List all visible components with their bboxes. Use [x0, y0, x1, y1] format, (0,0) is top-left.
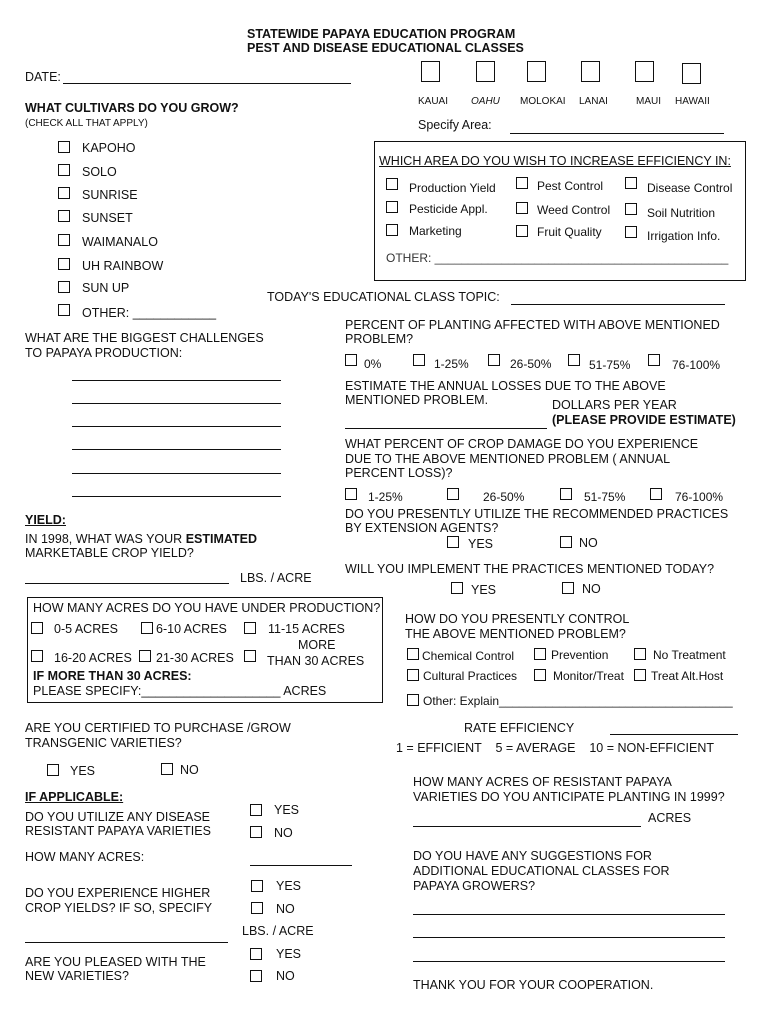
efficiency-checkbox-soil-nutrition[interactable]	[625, 203, 637, 215]
cultivar-checkbox-kapoho[interactable]	[58, 141, 70, 153]
how-many-acres-label: HOW MANY ACRES:	[25, 850, 145, 864]
percent-planting-question: PERCENT OF PLANTING AFFECTED WITH ABOVE MENTIONED	[345, 318, 720, 332]
dollars-per-year-label: DOLLARS PER YEAR	[552, 398, 677, 412]
control-checkbox-monitor[interactable]	[534, 669, 546, 681]
acres-question: HOW MANY ACRES DO YOU HAVE UNDER PRODUCTION?	[33, 601, 381, 615]
suggestions-field-3[interactable]	[413, 961, 725, 962]
damage-option: 26-50%	[483, 490, 525, 504]
specify-area-label: Specify Area:	[418, 118, 492, 132]
acres-option: 11-15 ACRES	[268, 622, 345, 636]
island-label-maui: MAUI	[636, 96, 661, 107]
efficiency-option: Disease Control	[647, 181, 733, 195]
cultivar-checkbox-other[interactable]	[58, 304, 70, 316]
resistant-use-no-checkbox[interactable]	[250, 826, 262, 838]
form-subtitle: PEST AND DISEASE EDUCATIONAL CLASSES	[247, 41, 524, 55]
efficiency-option: Pest Control	[537, 179, 604, 193]
cultivar-label: SUNSET	[82, 211, 133, 225]
date-label: DATE:	[25, 70, 61, 84]
efficiency-checkbox-disease-control[interactable]	[625, 177, 637, 189]
challenge-field-4[interactable]	[72, 449, 281, 450]
cultivar-label: OTHER: ____________	[82, 306, 217, 320]
resistant-acres-field[interactable]	[413, 826, 641, 827]
control-other-field[interactable]: Other: Explain___________________________________	[423, 694, 733, 708]
losses-field[interactable]	[345, 428, 547, 429]
resistant-acres-question: HOW MANY ACRES OF RESISTANT PAPAYA	[413, 775, 672, 789]
island-label-molokai: MOLOKAI	[520, 96, 566, 107]
island-checkbox-lanai[interactable]	[581, 61, 600, 82]
cultivar-checkbox-solo[interactable]	[58, 164, 70, 176]
control-option: Chemical Control	[422, 649, 515, 663]
higher-yields-unit: LBS. / ACRE	[242, 924, 314, 938]
island-checkbox-hawaii[interactable]	[682, 63, 701, 84]
planting-checkbox-26-50[interactable]	[488, 354, 500, 366]
challenge-field-1[interactable]	[72, 380, 281, 381]
practices-question: BY EXTENSION AGENTS?	[345, 521, 499, 535]
control-option: No Treatment	[653, 648, 726, 662]
resistant-use-question: RESISTANT PAPAYA VARIETIES	[25, 824, 211, 838]
planting-checkbox-0[interactable]	[345, 354, 357, 366]
pleased-yes-checkbox[interactable]	[250, 948, 262, 960]
acres-option: 21-30 ACRES	[156, 651, 234, 665]
practices-no-label: NO	[579, 536, 598, 550]
control-question: THE ABOVE MENTIONED PROBLEM?	[405, 627, 626, 641]
damage-option: 1-25%	[368, 490, 403, 504]
implement-yes-label: YES	[471, 583, 497, 597]
resistant-acres-unit: ACRES	[648, 811, 692, 825]
efficiency-other[interactable]: OTHER: ____________________________________________	[386, 251, 729, 265]
rate-efficiency-label: RATE EFFICIENCY	[464, 721, 575, 735]
rate-scale: 1 = EFFICIENT 5 = AVERAGE 10 = NON-EFFICIENT	[396, 741, 715, 755]
damage-option: 51-75%	[584, 490, 626, 504]
island-checkbox-maui[interactable]	[635, 61, 654, 82]
cultivar-checkbox-waimanalo[interactable]	[58, 234, 70, 246]
higher-yields-question: CROP YIELDS? IF SO, SPECIFY	[25, 901, 213, 915]
island-checkbox-oahu[interactable]	[476, 61, 495, 82]
planting-option: 0%	[364, 357, 382, 371]
challenge-field-6[interactable]	[72, 496, 281, 497]
cultivars-question: WHAT CULTIVARS DO YOU GROW?	[25, 101, 239, 115]
practices-question: DO YOU PRESENTLY UTILIZE THE RECOMMENDED PRACTICES	[345, 507, 729, 521]
crop-damage-question: DUE TO THE ABOVE MENTIONED PROBLEM ( ANNUAL	[345, 452, 671, 466]
planting-option: 51-75%	[589, 358, 631, 372]
damage-checkbox-26-50[interactable]	[447, 488, 459, 500]
resistant-use-yes-checkbox[interactable]	[250, 804, 262, 816]
planting-option: 26-50%	[510, 357, 552, 371]
yield-question: IN 1998, WHAT WAS YOUR ESTIMATED	[25, 532, 257, 546]
control-checkbox-cultural[interactable]	[407, 669, 419, 681]
suggestions-question: PAPAYA GROWERS?	[413, 879, 536, 893]
island-label-kauai: KAUAI	[418, 96, 449, 107]
higher-yields-yes-label: YES	[276, 879, 302, 893]
acres-checkbox-0-5[interactable]	[31, 622, 43, 634]
control-option: Monitor/Treat	[553, 669, 624, 683]
form-title: STATEWIDE PAPAYA EDUCATION PROGRAM	[247, 27, 516, 41]
practices-no-checkbox[interactable]	[560, 536, 572, 548]
island-checkbox-molokai[interactable]	[527, 61, 546, 82]
island-label-hawaii: HAWAII	[675, 96, 710, 107]
efficiency-option: Marketing	[409, 224, 462, 238]
suggestions-field-1[interactable]	[413, 914, 725, 915]
implement-no-label: NO	[582, 582, 601, 596]
planting-checkbox-1-25[interactable]	[413, 354, 425, 366]
losses-question: MENTIONED PROBLEM.	[345, 393, 489, 407]
island-checkbox-kauai[interactable]	[421, 61, 440, 82]
more-30-label: IF MORE THAN 30 ACRES:	[33, 669, 192, 683]
acres-option: THAN 30 ACRES	[267, 654, 365, 668]
pleased-question: ARE YOU PLEASED WITH THE	[25, 955, 206, 969]
pleased-yes-label: YES	[276, 947, 302, 961]
control-checkbox-other[interactable]	[407, 694, 419, 706]
certified-yes-label: YES	[70, 764, 96, 778]
cultivar-label: KAPOHO	[82, 141, 136, 155]
challenge-field-3[interactable]	[72, 426, 281, 427]
efficiency-checkbox-production-yield[interactable]	[386, 178, 398, 190]
crop-damage-question: WHAT PERCENT OF CROP DAMAGE DO YOU EXPERIENCE	[345, 437, 699, 451]
certified-yes-checkbox[interactable]	[47, 764, 59, 776]
yield-heading: YIELD:	[25, 513, 66, 527]
control-checkbox-prevention[interactable]	[534, 648, 546, 660]
efficiency-option: Soil Nutrition	[647, 206, 716, 220]
acres-option: 6-10 ACRES	[156, 622, 227, 636]
higher-yields-no-label: NO	[276, 902, 295, 916]
efficiency-option: Fruit Quality	[537, 225, 602, 239]
acres-option: MORE	[298, 638, 336, 652]
control-checkbox-treat-alt-host[interactable]	[634, 669, 646, 681]
suggestions-field-2[interactable]	[413, 937, 725, 938]
cultivar-checkbox-sunset[interactable]	[58, 210, 70, 222]
efficiency-option: Pesticide Appl.	[409, 202, 488, 216]
planting-option: 1-25%	[434, 357, 469, 371]
efficiency-checkbox-marketing[interactable]	[386, 224, 398, 236]
damage-checkbox-76-100[interactable]	[650, 488, 662, 500]
implement-yes-checkbox[interactable]	[451, 582, 463, 594]
cultivar-checkbox-uh-rainbow[interactable]	[58, 258, 70, 270]
certified-question: TRANSGENIC VARIETIES?	[25, 736, 182, 750]
certified-no-label: NO	[180, 763, 199, 777]
specify-area-field[interactable]	[510, 133, 724, 134]
yield-question: MARKETABLE CROP YIELD?	[25, 546, 194, 560]
pleased-question: NEW VARIETIES?	[25, 969, 129, 983]
higher-yields-field[interactable]	[25, 942, 228, 943]
rate-efficiency-field[interactable]	[610, 734, 738, 735]
cultivars-note: (CHECK ALL THAT APPLY)	[25, 118, 148, 129]
acres-checkbox-21-30[interactable]	[139, 650, 151, 662]
cultivar-label: SOLO	[82, 165, 117, 179]
cultivar-label: SUNRISE	[82, 188, 138, 202]
losses-question: ESTIMATE THE ANNUAL LOSSES DUE TO THE ABOVE	[345, 379, 666, 393]
control-checkbox-chemical[interactable]	[407, 648, 419, 660]
acres-specify-field[interactable]: PLEASE SPECIFY:____________________ ACRES	[33, 684, 327, 698]
acres-checkbox-16-20[interactable]	[31, 650, 43, 662]
control-option: Cultural Practices	[423, 669, 518, 683]
percent-planting-question: PROBLEM?	[345, 332, 414, 346]
implement-question: WILL YOU IMPLEMENT THE PRACTICES MENTIONED TODAY?	[345, 562, 715, 576]
practices-yes-checkbox[interactable]	[447, 536, 459, 548]
efficiency-option: Irrigation Info.	[647, 229, 721, 243]
island-label-lanai: LANAI	[579, 96, 608, 107]
date-field[interactable]	[63, 83, 351, 84]
planting-option: 76-100%	[672, 358, 721, 372]
acres-checkbox-11-15[interactable]	[244, 622, 256, 634]
how-many-acres-field[interactable]	[250, 865, 352, 866]
efficiency-checkbox-pesticide-appl[interactable]	[386, 201, 398, 213]
provide-estimate-note: (PLEASE PROVIDE ESTIMATE)	[552, 413, 736, 427]
higher-yields-no-checkbox[interactable]	[251, 902, 263, 914]
damage-option: 76-100%	[675, 490, 724, 504]
resistant-acres-question: VARIETIES DO YOU ANTICIPATE PLANTING IN 1999?	[413, 790, 725, 804]
acres-checkbox-more-30[interactable]	[244, 650, 256, 662]
cultivar-label: UH RAINBOW	[82, 259, 164, 273]
planting-checkbox-76-100[interactable]	[648, 354, 660, 366]
resistant-use-no-label: NO	[274, 826, 293, 840]
class-topic-field[interactable]	[511, 304, 725, 305]
cultivar-label: SUN UP	[82, 281, 130, 295]
pleased-no-checkbox[interactable]	[250, 970, 262, 982]
resistant-use-question: DO YOU UTILIZE ANY DISEASE	[25, 810, 211, 824]
efficiency-option: Production Yield	[409, 181, 496, 195]
acres-option: 0-5 ACRES	[54, 622, 118, 636]
higher-yields-question: DO YOU EXPERIENCE HIGHER	[25, 886, 211, 900]
if-applicable-heading: IF APPLICABLE:	[25, 790, 124, 804]
control-option: Treat Alt.Host	[651, 669, 724, 683]
yield-unit: LBS. / ACRE	[240, 571, 312, 585]
damage-checkbox-1-25[interactable]	[345, 488, 357, 500]
challenges-question: TO PAPAYA PRODUCTION:	[25, 346, 183, 360]
suggestions-question: ADDITIONAL EDUCATIONAL CLASSES FOR	[413, 864, 670, 878]
challenges-question: WHAT ARE THE BIGGEST CHALLENGES	[25, 331, 264, 345]
suggestions-question: DO YOU HAVE ANY SUGGESTIONS FOR	[413, 849, 652, 863]
cultivar-checkbox-sunrise[interactable]	[58, 187, 70, 199]
higher-yields-yes-checkbox[interactable]	[251, 880, 263, 892]
cultivar-checkbox-sun-up[interactable]	[58, 281, 70, 293]
resistant-use-yes-label: YES	[274, 803, 300, 817]
implement-no-checkbox[interactable]	[562, 582, 574, 594]
thank-you-note: THANK YOU FOR YOUR COOPERATION.	[413, 978, 654, 992]
efficiency-checkbox-irrigation-info[interactable]	[625, 226, 637, 238]
control-option: Prevention	[551, 648, 609, 662]
efficiency-option: Weed Control	[537, 203, 611, 217]
pleased-no-label: NO	[276, 969, 295, 983]
control-checkbox-no-treatment[interactable]	[634, 648, 646, 660]
certified-no-checkbox[interactable]	[161, 763, 173, 775]
challenge-field-5[interactable]	[72, 473, 281, 474]
acres-checkbox-6-10[interactable]	[141, 622, 153, 634]
class-topic-label: TODAY'S EDUCATIONAL CLASS TOPIC:	[267, 290, 500, 304]
island-label-oahu: OAHU	[471, 96, 500, 107]
challenge-field-2[interactable]	[72, 403, 281, 404]
efficiency-checkbox-pest-control[interactable]	[516, 177, 528, 189]
acres-option: 16-20 ACRES	[54, 651, 132, 665]
yield-field[interactable]	[25, 583, 229, 584]
practices-yes-label: YES	[468, 537, 494, 551]
damage-checkbox-51-75[interactable]	[560, 488, 572, 500]
efficiency-checkbox-weed-control[interactable]	[516, 202, 528, 214]
certified-question: ARE YOU CERTIFIED TO PURCHASE /GROW	[25, 721, 291, 735]
cultivar-label: WAIMANALO	[82, 235, 158, 249]
efficiency-question: WHICH AREA DO YOU WISH TO INCREASE EFFICIENCY IN:	[379, 154, 731, 168]
efficiency-checkbox-fruit-quality[interactable]	[516, 225, 528, 237]
planting-checkbox-51-75[interactable]	[568, 354, 580, 366]
crop-damage-question: PERCENT LOSS)?	[345, 466, 453, 480]
control-question: HOW DO YOU PRESENTLY CONTROL	[405, 612, 630, 626]
